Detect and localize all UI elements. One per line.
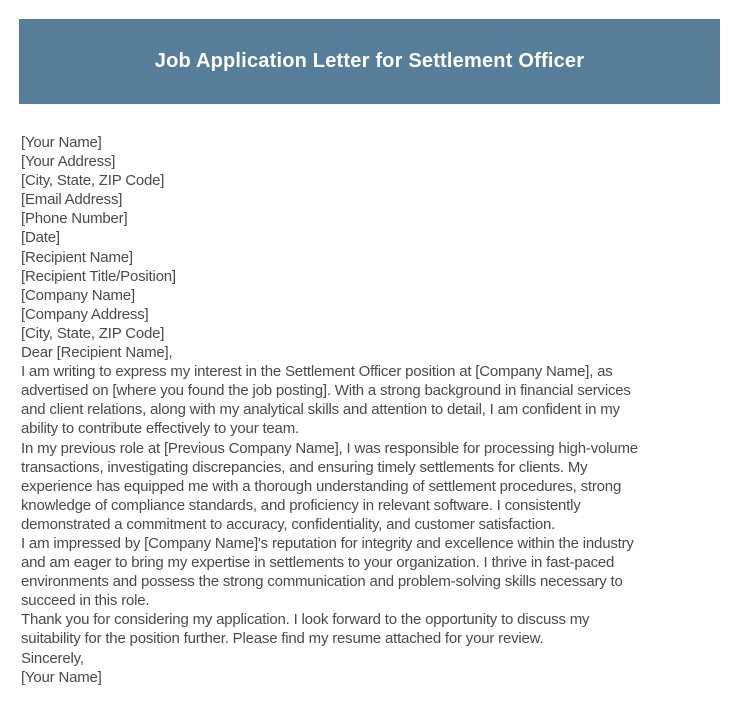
letter-line: [Email Address]: [21, 191, 123, 209]
letter-line: Thank you for considering my application. I look forward to the opportunity to discuss my: [21, 611, 590, 629]
salutation: [21, 343, 726, 362]
letter-line: environments and possess the strong communication and problem-solving skills necessary to: [21, 573, 623, 591]
signature: [21, 668, 726, 687]
letter-line: [Date]: [21, 229, 60, 247]
letter-line: [Company Address]: [21, 305, 149, 323]
page-title: Job Application Letter for Settlement Officer: [154, 50, 585, 72]
letter-line: [Phone Number]: [21, 210, 128, 228]
letter-line: and client relations, along with my analytical skills and attention to detail, I am confident in my: [21, 401, 620, 419]
letter-line: [Recipient Title/Position]: [21, 267, 176, 285]
letter-line: experience has equipped me with a thorough understanding of settlement procedures, strong: [21, 477, 622, 495]
letter-line: [Recipient Name]: [21, 248, 133, 266]
letter-line: [Your Name]: [21, 134, 102, 151]
letter-line: I am impressed by [Company Name]'s reputation for integrity and excellence within the industry: [21, 534, 634, 552]
letter-line: transactions, investigating discrepancies, and ensuring timely settlements for clients. My: [21, 458, 588, 476]
paragraph-2: [21, 439, 726, 534]
letter-line: [City, State, ZIP Code]: [21, 324, 165, 342]
letter-line: advertised on [where you found the job posting]. With a strong background in financial services: [21, 382, 631, 400]
paragraph-4: [21, 610, 726, 648]
recipient-block: [21, 248, 726, 343]
letter-line: [City, State, ZIP Code]: [21, 172, 165, 190]
letter-body: [21, 133, 726, 687]
letter-line: demonstrated a commitment to accuracy, confidentiality, and customer satisfaction.: [21, 515, 556, 533]
paragraph-3: [21, 534, 726, 610]
letter-line: [Company Name]: [21, 286, 135, 304]
letter-line: I am writing to express my interest in the Settlement Officer position at [Company Name], as: [21, 363, 613, 381]
letter-line: Dear [Recipient Name],: [21, 344, 173, 362]
sender-block: [21, 133, 726, 248]
letter-line: ability to contribute effectively to your team.: [21, 420, 299, 438]
letter-line: [Your Name]: [21, 668, 102, 686]
letter-line: succeed in this role.: [21, 592, 150, 610]
letter-line: [Your Address]: [21, 153, 116, 171]
letter-line: and am eager to bring my expertise in settlements to your organization. I thrive in fast-paced: [21, 554, 615, 572]
paragraph-1: [21, 362, 726, 438]
letter-line: suitability for the position further. Please find my resume attached for your review.: [21, 630, 544, 648]
header-banner: [19, 19, 720, 104]
letter-line: In my previous role at [Previous Company Name], I was responsible for processing high-volume: [21, 439, 638, 457]
closing: [21, 649, 726, 668]
letter-line: Sincerely,: [21, 649, 84, 667]
letter-line: knowledge of compliance standards, and proficiency in relevant software. I consistently: [21, 496, 581, 514]
